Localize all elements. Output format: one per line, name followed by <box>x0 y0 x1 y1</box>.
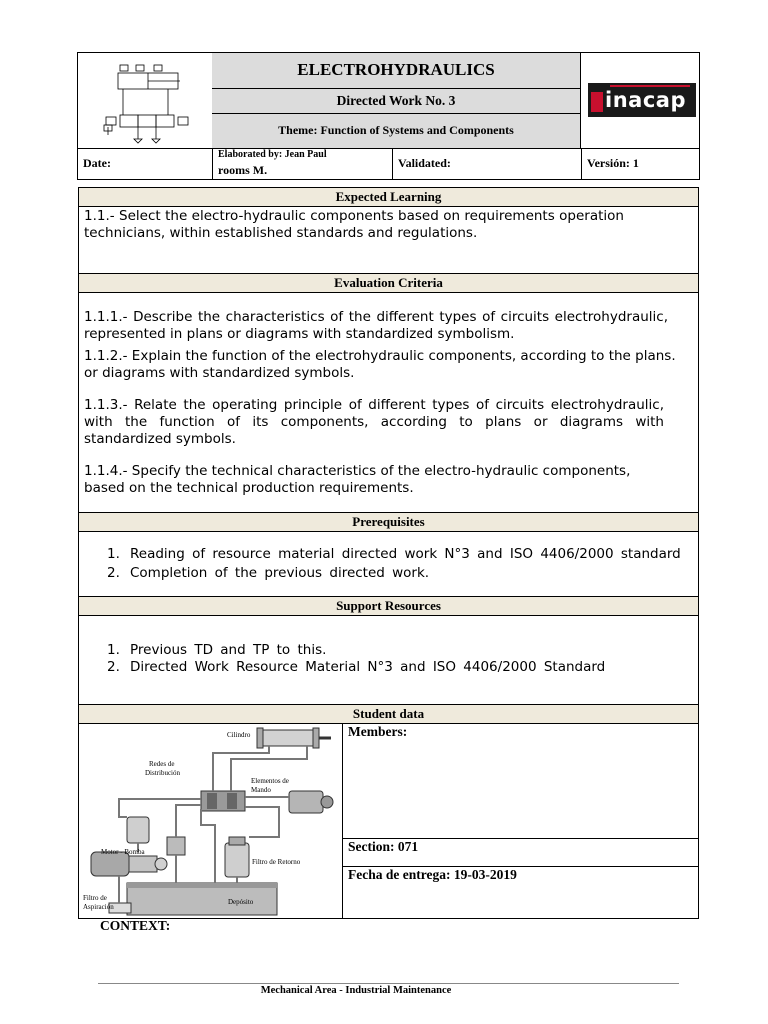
expected-learning-heading: Expected Learning <box>78 187 699 207</box>
criterion-item: 1.1.1.- Describe the characteristics of the different types of circuits electrohydraulic, represented in plans or diagrams with standardized symbolism. <box>84 309 668 342</box>
list-item: Reading of resource material directed work N°3 and ISO 4406/2000 standard <box>130 546 681 562</box>
doc-theme: Theme: Function of Systems and Components <box>212 114 581 148</box>
validated-label: Validated: <box>398 156 451 170</box>
criterion-item: 1.1.2.- Explain the function of the electrohydraulic components, according to the plans. or diagrams with standardized symbols. <box>84 348 676 381</box>
elaborated-label: Elaborated by: Jean Paul <box>218 149 327 160</box>
logo-text: inacap <box>605 88 686 112</box>
doc-title: ELECTROHYDRAULICS <box>212 53 581 89</box>
label-deposito: Depósito <box>228 898 254 906</box>
prereq-number: 1. <box>107 546 120 562</box>
footer-rule <box>98 983 679 984</box>
list-item: Directed Work Resource Material N°3 and ISO 4406/2000 Standard <box>130 659 606 675</box>
criterion-item: 1.1.4.- Specify the technical characteristics of the electro-hydraulic components, based on the technical production requirements. <box>84 463 631 496</box>
label-filtro-de: Filtro de <box>83 894 107 902</box>
prereq-number: 2. <box>107 565 120 581</box>
schematic-icon <box>78 53 212 148</box>
members-label: Members: <box>348 724 408 739</box>
label-redes: Redes de <box>149 760 175 768</box>
inacap-logo <box>588 83 696 117</box>
student-heading: Student data <box>78 704 699 724</box>
section-label: Section: 071 <box>348 839 419 854</box>
expected-learning-text: 1.1.- Select the electro-hydraulic components based on requirements operation technicians, within established standards and regulations. <box>84 208 624 241</box>
label-mando: Mando <box>251 786 271 794</box>
logo-cell <box>581 53 699 148</box>
version-label: Versión: 1 <box>587 156 639 170</box>
doc-subtitle: Directed Work No. 3 <box>212 89 581 114</box>
label-aspiracion: Aspiración <box>83 903 114 911</box>
context-label: CONTEXT: <box>100 918 171 933</box>
hydraulic-diagram <box>79 725 341 918</box>
support-number: 2. <box>107 659 120 675</box>
footer-text: Mechanical Area - Industrial Maintenance <box>260 985 452 996</box>
list-item: Completion of the previous directed work. <box>130 565 430 581</box>
elaborated-name: rooms M. <box>218 163 268 177</box>
schematic-thumbnail <box>78 53 213 148</box>
label-cilindro: Cilindro <box>227 731 251 739</box>
evaluation-heading: Evaluation Criteria <box>78 273 699 293</box>
prerequisites-heading: Prerequisites <box>78 512 699 532</box>
date-label: Date: <box>83 156 111 170</box>
label-motor: Motor - Bomba <box>101 848 145 856</box>
label-filtro-retorno: Filtro de Retorno <box>252 858 301 866</box>
label-distribucion: Distribución <box>145 769 180 777</box>
label-elementos: Elementos de <box>251 777 289 785</box>
criterion-item: 1.1.3.- Relate the operating principle of different types of circuits electrohydraulic, with the function of its components, according to plans or diagrams with standardized symbols. <box>84 397 664 447</box>
support-heading: Support Resources <box>78 596 699 616</box>
list-item: Previous TD and TP to this. <box>130 642 327 658</box>
support-number: 1. <box>107 642 120 658</box>
hydraulic-system-illustration <box>79 725 341 918</box>
delivery-date-label: Fecha de entrega: 19-03-2019 <box>348 867 517 882</box>
